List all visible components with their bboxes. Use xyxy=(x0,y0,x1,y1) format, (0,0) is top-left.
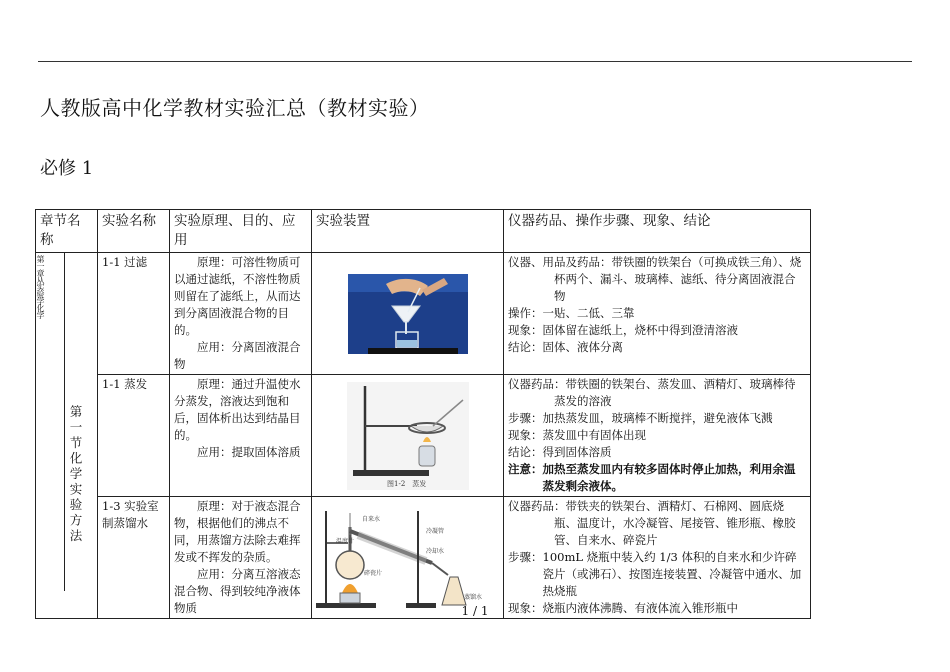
header-principle: 实验原理、目的、应用 xyxy=(170,210,312,253)
detail-line: 结论：得到固体溶质 xyxy=(508,445,612,459)
header-chapter: 章节名称 xyxy=(36,210,98,253)
principle-cell xyxy=(170,375,312,497)
details-cell xyxy=(504,375,811,497)
detail-line: 结论：固体、液体分离 xyxy=(508,340,623,354)
detail-line: 现象：蒸发皿中有固体出现 xyxy=(508,428,646,442)
detail-line: 操作：一贴、二低、三靠 xyxy=(508,306,635,320)
experiment-name: 1-1 蒸发 xyxy=(98,375,170,497)
application-text: 应用：分离互溶液态混合物、得到较纯净液体物质 xyxy=(174,567,301,615)
principle-text: 原理：通过升温使水分蒸发，溶液达到饱和后，固体析出达到结晶目的。 xyxy=(174,377,301,442)
label-porcelain-chips: 碎瓷片 xyxy=(363,569,382,577)
section-name-cell xyxy=(65,363,98,591)
apparatus-cell xyxy=(312,253,504,375)
header-details: 仪器药品、操作步骤、现象、结论 xyxy=(504,210,811,253)
chapter-cell xyxy=(36,253,98,619)
document-title: 人教版高中化学教材实验汇总（教材实验） xyxy=(40,96,430,120)
evaporation-figure xyxy=(347,382,469,490)
section-name: 第一节化学实验方法 xyxy=(68,405,83,545)
figure-caption: 图1-2 蒸发 xyxy=(386,479,426,488)
table-header-row xyxy=(36,210,811,253)
details-cell xyxy=(504,253,811,375)
chapter-inner xyxy=(36,253,97,591)
detail-line: 步骤：100mL 烧瓶中装入约 1/3 体积的自来水和少许碎瓷片（或沸石）、按图连接装置、冷凝管中通水、加热烧瓶 xyxy=(508,550,802,598)
table-row xyxy=(36,253,811,375)
filtration-photo xyxy=(348,274,468,354)
page-indicator: 1 / 1 xyxy=(461,604,489,618)
chapter-name: 第一章从实验学化学 xyxy=(36,255,45,318)
label-tap-water: 自来水 xyxy=(361,515,380,523)
label-distilled-water: 蒸馏水 xyxy=(463,593,482,601)
experiment-name: 1-3 实验室制蒸馏水 xyxy=(98,497,170,619)
principle-cell xyxy=(170,497,312,619)
label-thermometer: 温度计 xyxy=(335,537,354,545)
detail-note: 注意：加热至蒸发皿内有较多固体时停止加热，利用余温蒸发剩余液体。 xyxy=(508,462,796,493)
application-text: 应用：分离固液混合物 xyxy=(174,340,301,371)
table-row xyxy=(36,497,811,619)
application-text: 应用：提取固体溶质 xyxy=(197,445,301,459)
header-experiment: 实验名称 xyxy=(98,210,170,253)
detail-line: 仪器药品：带铁圈的铁架台、蒸发皿、酒精灯、玻璃棒待蒸发的溶液 xyxy=(508,377,796,408)
label-condenser: 冷凝管 xyxy=(425,527,444,535)
experiment-name: 1-1 过滤 xyxy=(98,253,170,375)
header-apparatus: 实验装置 xyxy=(312,210,504,253)
detail-line: 步骤：加热蒸发皿，玻璃棒不断搅拌，避免液体飞溅 xyxy=(508,411,773,425)
experiment-table xyxy=(35,209,811,619)
table-row xyxy=(36,375,811,497)
principle-text: 原理：对于液态混合物，根据他们的沸点不同，用蒸馏方法除去难挥发或不挥发的杂质。 xyxy=(174,499,301,564)
principle-cell xyxy=(170,253,312,375)
detail-line: 现象：烧瓶内液体沸腾、有液体流入锥形瓶中 xyxy=(508,601,738,615)
details-cell xyxy=(504,497,811,619)
distillation-diagram xyxy=(314,505,502,611)
principle-text: 原理：可溶性物质可以通过滤纸，不溶性物质则留在了滤纸上，从而达到分离固液混合物的目的。 xyxy=(174,255,301,337)
header-rule xyxy=(38,61,912,62)
apparatus-cell xyxy=(312,375,504,497)
label-cooling-water: 冷却水 xyxy=(425,547,444,555)
detail-line: 仪器药品：带铁夹的铁架台、酒精灯、石棉网、圆底烧瓶、温度计，水冷凝管、尾接管、锥形瓶、橡胶管、自来水、碎瓷片 xyxy=(508,499,796,547)
detail-line: 仪器、用品及药品：带铁圈的铁架台（可换成铁三角）、烧杯两个、漏斗、玻璃棒、滤纸、待分离固液混合物 xyxy=(508,255,802,303)
apparatus-cell xyxy=(312,497,504,619)
section-heading: 必修 1 xyxy=(40,158,94,179)
detail-line: 现象：固体留在滤纸上，烧杯中得到澄清溶液 xyxy=(508,323,738,337)
